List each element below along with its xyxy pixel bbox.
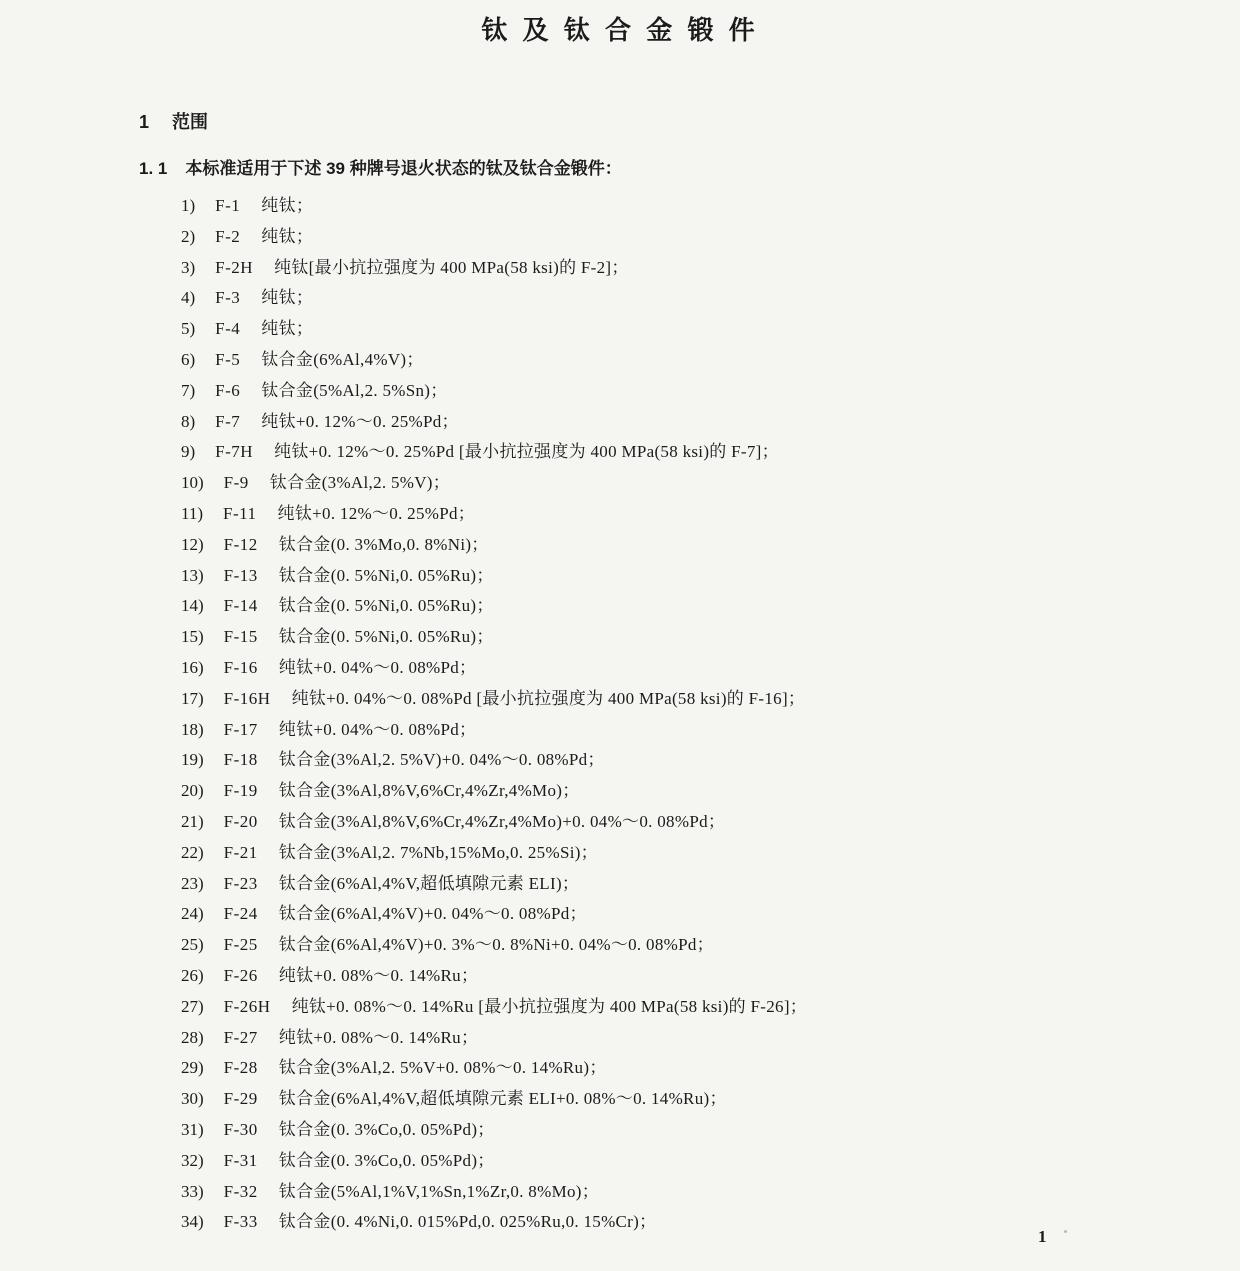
item-number: 18) (181, 719, 204, 739)
item-number: 14) (181, 596, 204, 616)
item-number: 27) (181, 996, 204, 1016)
scan-speck (1064, 1230, 1067, 1233)
grade-designation: F-3 (215, 288, 241, 308)
item-number: 5) (181, 319, 196, 339)
grade-description: 纯钛+0. 04%～0. 08%Pd； (278, 657, 477, 677)
grade-description: 钛合金(6%Al,4%V)； (261, 349, 424, 369)
item-number: 26) (181, 965, 204, 985)
grade-list-item (181, 191, 807, 222)
grade-designation: F-21 (223, 842, 258, 862)
item-number: 13) (181, 565, 204, 585)
grade-list-item (181, 1177, 807, 1208)
grade-designation: F-2H (215, 257, 254, 277)
grade-description: 纯钛+0. 04%～0. 08%Pd； (278, 719, 477, 739)
grade-list-item (181, 1053, 807, 1084)
grade-designation: F-20 (223, 811, 258, 831)
item-number: 17) (181, 688, 204, 708)
grade-designation: F-33 (223, 1212, 258, 1232)
grade-designation: F-25 (223, 935, 258, 955)
grade-list-item (181, 961, 807, 992)
grade-description: 纯钛+0. 08%～0. 14%Ru [最小抗拉强度为 400 MPa(58 ksi)的 F-26]； (291, 996, 808, 1016)
grade-designation: F-1 (215, 196, 241, 215)
grade-list-item (181, 376, 807, 407)
grade-description: 纯钛+0. 08%～0. 14%Ru； (278, 965, 479, 985)
grade-designation: F-4 (215, 319, 241, 339)
grade-designation: F-27 (223, 1027, 258, 1047)
grade-description: 纯钛+0. 08%～0. 14%Ru； (278, 1027, 479, 1047)
grade-list-item (181, 345, 807, 376)
grade-description: 纯钛； (261, 288, 314, 308)
item-number: 4) (181, 288, 196, 308)
grade-description: 纯钛+0. 04%～0. 08%Pd [最小抗拉强度为 400 MPa(58 ksi)的 F-16]； (291, 688, 806, 708)
grade-description: 纯钛； (261, 226, 314, 246)
grade-list-item (181, 1115, 807, 1146)
grade-designation: F-26 (223, 965, 258, 985)
item-number: 15) (181, 627, 204, 647)
grade-description: 纯钛+0. 12%～0. 25%Pd [最小抗拉强度为 400 MPa(58 ksi)的 F-7]； (274, 442, 779, 462)
item-number: 29) (181, 1058, 204, 1078)
grade-description: 钛合金(0. 3%Mo,0. 8%Ni)； (278, 534, 489, 554)
item-number: 31) (181, 1119, 204, 1139)
grade-list-item (181, 653, 807, 684)
item-number: 30) (181, 1089, 204, 1109)
grade-designation: F-31 (223, 1150, 258, 1170)
grade-description: 钛合金(6%Al,4%V)+0. 04%～0. 08%Pd； (278, 904, 587, 924)
grade-designation: F-17 (223, 719, 258, 739)
clause-1-1 (139, 156, 622, 182)
item-number: 21) (181, 811, 204, 831)
page-number: 1 (1038, 1227, 1047, 1246)
grade-list-item (181, 468, 807, 499)
grade-description: 纯钛； (261, 196, 314, 215)
section-number: 1 (139, 112, 150, 132)
item-number: 28) (181, 1027, 204, 1047)
grade-designation: F-15 (223, 627, 258, 647)
grade-designation: F-30 (223, 1119, 258, 1139)
grade-designation: F-2 (215, 226, 241, 246)
item-number: 2) (181, 226, 196, 246)
grade-designation: F-24 (223, 904, 258, 924)
grade-list-item (181, 930, 807, 961)
grade-designation: F-13 (223, 565, 258, 585)
grade-list-item (181, 530, 807, 561)
grade-designation: F-7H (215, 442, 254, 462)
grade-description: 钛合金(3%Al,8%V,6%Cr,4%Zr,4%Mo)+0. 04%～0. 08%Pd； (278, 811, 726, 831)
grade-list-item (181, 314, 807, 345)
grade-designation: F-14 (223, 596, 258, 616)
grade-list-item (181, 776, 807, 807)
item-number: 33) (181, 1181, 204, 1201)
grade-description: 钛合金(6%Al,4%V)+0. 3%～0. 8%Ni+0. 04%～0. 08%Pd； (278, 935, 714, 955)
grade-list-item (181, 591, 807, 622)
grade-list-item (181, 253, 807, 284)
grade-list-item (181, 1146, 807, 1177)
item-number: 12) (181, 534, 204, 554)
grade-designation: F-28 (223, 1058, 258, 1078)
grade-list-item (181, 1207, 807, 1238)
grade-designation: F-32 (223, 1181, 258, 1201)
item-number: 16) (181, 657, 204, 677)
grade-description: 纯钛； (261, 319, 314, 339)
grade-description: 纯钛+0. 12%～0. 25%Pd； (261, 411, 459, 431)
grade-list-item (181, 838, 807, 869)
grade-designation: F-19 (223, 781, 258, 801)
grade-list-item (181, 869, 807, 900)
item-number: 34) (181, 1212, 204, 1232)
grade-designation: F-6 (215, 380, 241, 400)
grade-list-item (181, 222, 807, 253)
grade-list-item (181, 407, 807, 438)
grade-designation: F-23 (223, 873, 258, 893)
item-number: 7) (181, 380, 196, 400)
item-number: 32) (181, 1150, 204, 1170)
grade-designation: F-5 (215, 349, 241, 369)
item-number: 6) (181, 349, 196, 369)
grade-description: 钛合金(3%Al,2. 5%V)； (269, 473, 451, 493)
grade-list-item (181, 899, 807, 930)
item-number: 10) (181, 473, 204, 493)
grade-description: 钛合金(6%Al,4%V,超低填隙元素 ELI)； (278, 873, 580, 893)
grade-designation: F-16 (223, 657, 258, 677)
item-number: 24) (181, 904, 204, 924)
grade-description: 钛合金(0. 4%Ni,0. 015%Pd,0. 025%Ru,0. 15%Cr)； (278, 1212, 657, 1232)
grade-description: 钛合金(3%Al,2. 5%V)+0. 04%～0. 08%Pd； (278, 750, 605, 770)
grade-designation: F-16H (223, 688, 271, 708)
grade-description: 钛合金(0. 5%Ni,0. 05%Ru)； (278, 627, 494, 647)
item-number: 8) (181, 411, 196, 431)
grade-list-item (181, 684, 807, 715)
item-number: 19) (181, 750, 204, 770)
grade-description: 钛合金(0. 3%Co,0. 05%Pd)； (278, 1150, 495, 1170)
grade-list-item (181, 715, 807, 746)
section-title: 范围 (172, 112, 209, 132)
grade-description: 钛合金(6%Al,4%V,超低填隙元素 ELI+0. 08%～0. 14%Ru)； (278, 1089, 727, 1109)
grade-list-item (181, 283, 807, 314)
grade-description: 钛合金(0. 5%Ni,0. 05%Ru)； (278, 596, 494, 616)
item-number: 23) (181, 873, 204, 893)
grade-list-item (181, 561, 807, 592)
clause-text: 本标准适用于下述 39 种牌号退火状态的钛及钛合金锻件： (185, 159, 622, 178)
grade-list-item (181, 807, 807, 838)
section-heading (139, 110, 208, 134)
grade-designation: F-12 (223, 534, 258, 554)
grade-list-item (181, 622, 807, 653)
grade-list-item (181, 1084, 807, 1115)
grade-description: 钛合金(0. 5%Ni,0. 05%Ru)； (278, 565, 494, 585)
grade-list-item (181, 1023, 807, 1054)
clause-number: 1. 1 (139, 159, 168, 178)
document-title: 钛 及 钛 合 金 锻 件 (481, 15, 759, 45)
grade-list (181, 191, 807, 1238)
grade-list-item (181, 437, 807, 468)
item-number: 1) (181, 196, 196, 215)
item-number: 25) (181, 935, 204, 955)
grade-description: 纯钛[最小抗拉强度为 400 MPa(58 ksi)的 F-2]； (274, 257, 629, 277)
item-number: 3) (181, 257, 196, 277)
grade-list-item (181, 499, 807, 530)
grade-designation: F-29 (223, 1089, 258, 1109)
grade-designation: F-11 (223, 503, 257, 523)
grade-description: 钛合金(3%Al,8%V,6%Cr,4%Zr,4%Mo)； (278, 781, 580, 801)
grade-designation: F-18 (223, 750, 258, 770)
grade-description: 钛合金(0. 3%Co,0. 05%Pd)； (278, 1119, 495, 1139)
grade-description: 钛合金(5%Al,1%V,1%Sn,1%Zr,0. 8%Mo)； (278, 1181, 600, 1201)
grade-designation: F-7 (215, 411, 241, 431)
grade-designation: F-26H (223, 996, 271, 1016)
item-number: 9) (181, 442, 196, 462)
grade-description: 钛合金(5%Al,2. 5%Sn)； (261, 380, 448, 400)
grade-designation: F-9 (223, 473, 249, 493)
item-number: 11) (181, 503, 204, 523)
grade-description: 钛合金(3%Al,2. 7%Nb,15%Mo,0. 25%Si)； (278, 842, 598, 862)
item-number: 20) (181, 781, 204, 801)
grade-list-item (181, 992, 807, 1023)
grade-list-item (181, 745, 807, 776)
grade-description: 钛合金(3%Al,2. 5%V+0. 08%～0. 14%Ru)； (278, 1058, 607, 1078)
grade-description: 纯钛+0. 12%～0. 25%Pd； (277, 503, 476, 523)
item-number: 22) (181, 842, 204, 862)
